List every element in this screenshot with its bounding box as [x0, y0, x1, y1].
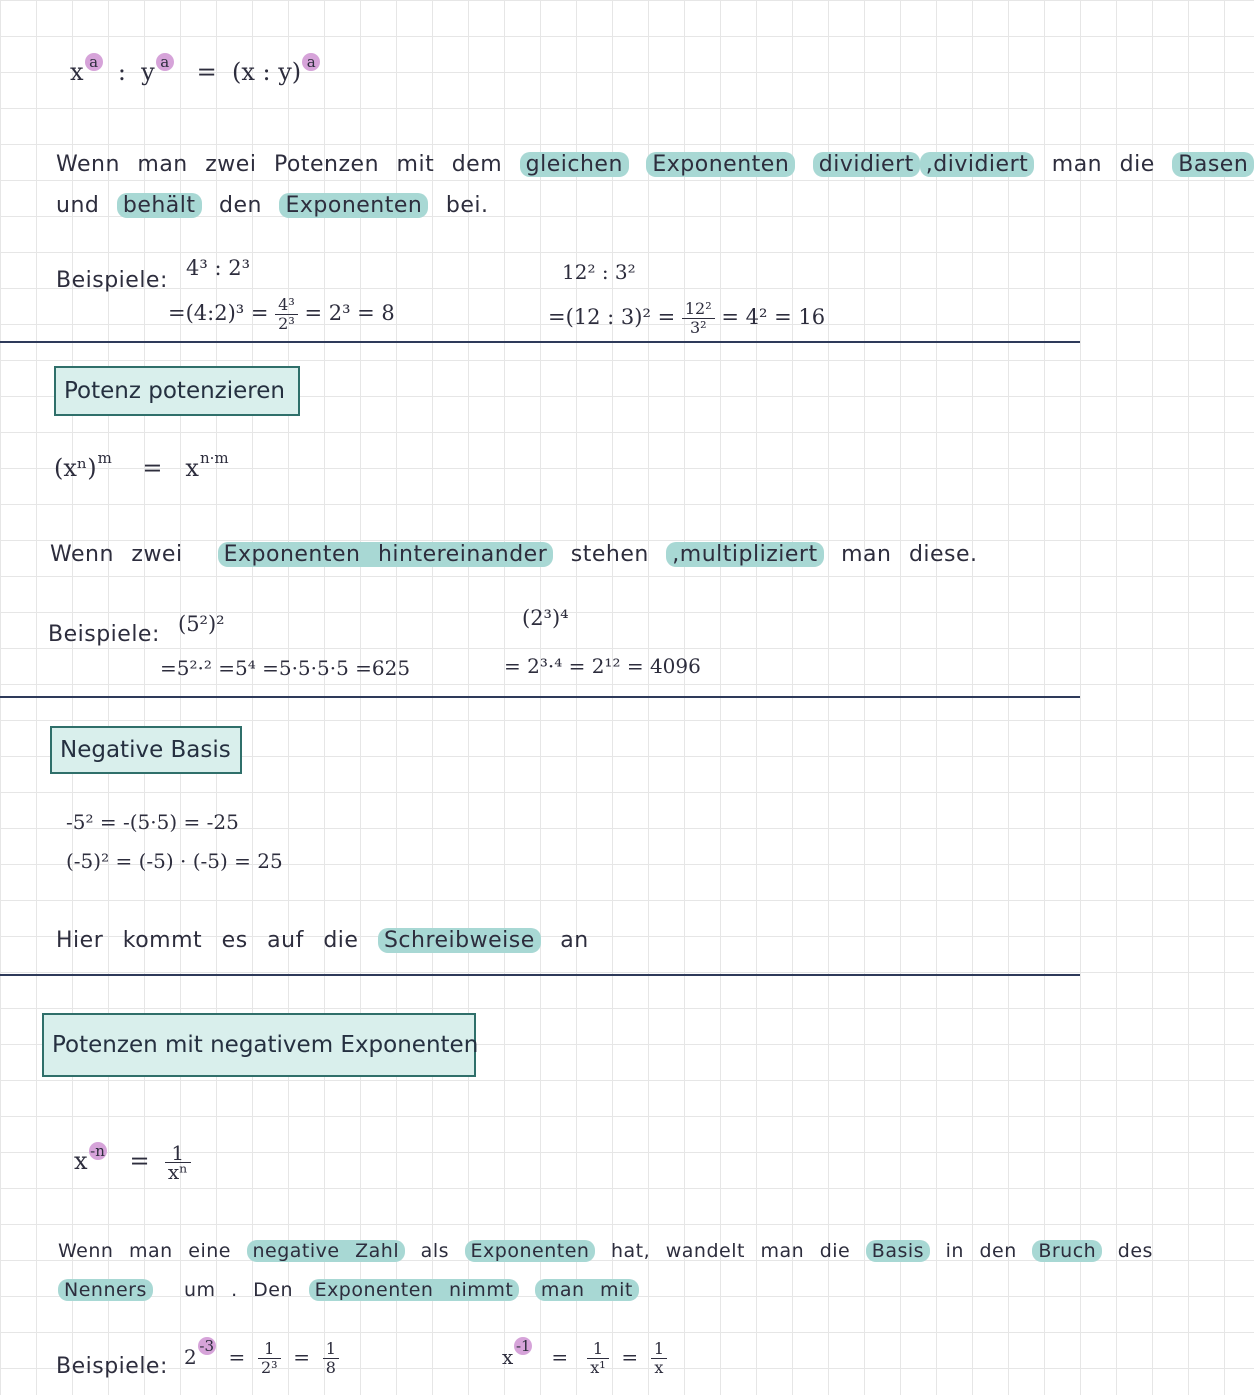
fraction-numerator: 1	[323, 1340, 339, 1359]
word: es	[221, 928, 248, 953]
highlighted-word: behält	[117, 193, 202, 218]
word: diese.	[908, 542, 978, 567]
example1-result: = 2³ = 8	[304, 301, 395, 325]
negative-basis-line2: (-5)² = (-5) · (-5) = 25	[66, 849, 283, 873]
fraction-numerator: 1	[165, 1144, 191, 1163]
example-base: 2	[184, 1345, 197, 1369]
example-fraction	[258, 1340, 281, 1377]
rule-base-y: y	[141, 58, 155, 86]
power-rule	[54, 449, 229, 482]
word: man	[760, 1240, 805, 1262]
power-text	[50, 542, 978, 567]
fraction-denominator: 2³	[278, 314, 295, 333]
word: an	[560, 928, 589, 953]
fraction-denominator: x	[654, 1358, 664, 1377]
example1-fraction	[275, 296, 298, 333]
example2-line	[548, 300, 825, 337]
example2-expression: =(12 : 3)² =	[548, 305, 676, 329]
highlighted-word: Basen	[1172, 152, 1254, 177]
rule-exp-a: a	[156, 53, 174, 71]
word: den	[219, 193, 262, 218]
examples-label: Beispiele:	[56, 1354, 168, 1379]
negative-exponent-example1	[184, 1337, 339, 1377]
rule-lhs-exp: m	[97, 449, 112, 467]
word: man	[1051, 152, 1103, 177]
word: des	[1117, 1240, 1153, 1262]
equals: =	[293, 1345, 311, 1369]
example-base: x	[502, 1345, 514, 1369]
highlighted-word: Exponenten nimmt	[309, 1279, 520, 1301]
example2-top: (2³)⁴	[522, 606, 569, 630]
fraction-numerator: 1	[587, 1340, 608, 1359]
fraction-numerator: 12²	[682, 300, 715, 319]
word: um . Den	[183, 1279, 294, 1301]
fraction-numerator: 4³	[275, 296, 298, 315]
section-title-potenz-potenzieren: Potenz potenzieren	[54, 366, 300, 416]
examples-label: Beispiele:	[56, 268, 168, 293]
example1-top: 4³ : 2³	[186, 256, 250, 280]
fraction-denominator: 3²	[689, 318, 707, 337]
rule-equals: =	[142, 454, 163, 482]
division-rule	[70, 53, 320, 86]
section-title-negative-basis: Negative Basis	[50, 726, 242, 774]
rule-exp-a: a	[302, 53, 320, 71]
word: stehen	[570, 542, 649, 567]
example-exp: -3	[199, 1337, 215, 1355]
examples-label: Beispiele:	[48, 622, 160, 647]
fraction-denominator: 8	[325, 1358, 336, 1377]
division-text-line2	[56, 193, 488, 218]
division-text-line1	[56, 152, 1254, 177]
highlighted-word: Exponenten	[465, 1240, 596, 1262]
example1-line: =5²·² =5⁴ =5·5·5·5 =625	[160, 656, 411, 680]
rule-exp-a: a	[85, 53, 103, 71]
example1-line	[168, 296, 395, 333]
word: in	[945, 1240, 964, 1262]
highlighted-word: gleichen	[520, 152, 629, 177]
word: den	[979, 1240, 1017, 1262]
example2-top: 12² : 3²	[562, 260, 636, 284]
equals: =	[228, 1345, 246, 1369]
rule-colon: :	[117, 58, 126, 86]
word: Wenn	[50, 542, 114, 567]
highlighted-word: dividiert	[813, 152, 920, 177]
negative-basis-text	[56, 928, 589, 953]
word: zwei	[205, 152, 257, 177]
negative-exponent-example2	[502, 1337, 667, 1377]
word: wandelt	[665, 1240, 745, 1262]
fraction-numerator: 1	[651, 1340, 667, 1359]
highlighted-word: ,dividiert	[920, 152, 1035, 177]
example-fraction	[323, 1340, 339, 1377]
equals: =	[551, 1345, 569, 1369]
equals: =	[621, 1345, 639, 1369]
negative-exponent-text-line1	[58, 1240, 1153, 1262]
example1-top: (5²)²	[178, 612, 225, 636]
section-divider	[0, 696, 1080, 698]
word: Potenzen	[273, 152, 380, 177]
section-divider	[0, 341, 1080, 343]
highlighted-word: Exponenten	[279, 193, 428, 218]
word: man	[841, 542, 892, 567]
fraction-numerator: 1	[258, 1340, 281, 1359]
section-divider	[0, 974, 1080, 976]
fraction-denominator: x¹	[590, 1358, 606, 1377]
example2-fraction	[682, 300, 715, 337]
highlighted-word: Schreibweise	[378, 928, 541, 953]
rule-equals: =	[196, 58, 217, 86]
word: man	[129, 1240, 173, 1262]
rule-base-x: x	[70, 58, 84, 86]
word: die	[1119, 152, 1155, 177]
highlighted-word: Nenners	[58, 1279, 153, 1301]
word: Wenn	[58, 1240, 114, 1262]
rule-equals: =	[129, 1147, 150, 1175]
highlighted-word: Exponenten hintereinander	[218, 542, 554, 567]
highlighted-word: negative Zahl	[247, 1240, 406, 1262]
word: als	[420, 1240, 449, 1262]
highlighted-word: Bruch	[1032, 1240, 1102, 1262]
rule-base: x	[74, 1147, 88, 1175]
word: kommt	[122, 928, 203, 953]
word: die	[323, 928, 359, 953]
fraction-denominator: 2³	[260, 1358, 278, 1377]
word: und	[56, 193, 100, 218]
word: hat,	[610, 1240, 651, 1262]
word: dem	[451, 152, 503, 177]
highlighted-word: ,multipliziert	[666, 542, 823, 567]
word: Hier	[56, 928, 104, 953]
rule-rhs: x	[185, 454, 199, 482]
word: mit	[396, 152, 435, 177]
section-title-negative-exponents: Potenzen mit negativem Exponenten	[42, 1013, 476, 1077]
example1-expression: =(4:2)³ =	[168, 301, 269, 325]
example-fraction	[587, 1340, 608, 1377]
negative-basis-line1: -5² = -(5·5) = -25	[66, 810, 239, 834]
fraction-denominator: xⁿ	[167, 1160, 188, 1184]
example2-line: = 2³·⁴ = 2¹² = 4096	[504, 654, 701, 678]
highlighted-word: Exponenten	[646, 152, 795, 177]
rule-fraction	[165, 1141, 191, 1184]
word: man	[137, 152, 188, 177]
rule-rhs-group: (x : y)	[232, 58, 302, 86]
rule-exp: -n	[90, 1142, 105, 1160]
negative-exponent-text-line2	[58, 1279, 639, 1301]
rule-lhs: (xⁿ)	[54, 454, 97, 482]
negative-exponent-rule	[74, 1141, 191, 1184]
example-exp: -1	[515, 1337, 531, 1355]
word: Wenn	[56, 152, 120, 177]
word: zwei	[131, 542, 183, 567]
word: auf	[267, 928, 304, 953]
word: bei.	[445, 193, 489, 218]
word: eine	[188, 1240, 231, 1262]
rule-rhs-exp: n·m	[199, 449, 229, 467]
example2-result: = 4² = 16	[721, 305, 826, 329]
highlighted-word: man mit	[535, 1279, 639, 1301]
highlighted-word: Basis	[866, 1240, 930, 1262]
word: die	[819, 1240, 851, 1262]
example-fraction	[651, 1340, 667, 1377]
